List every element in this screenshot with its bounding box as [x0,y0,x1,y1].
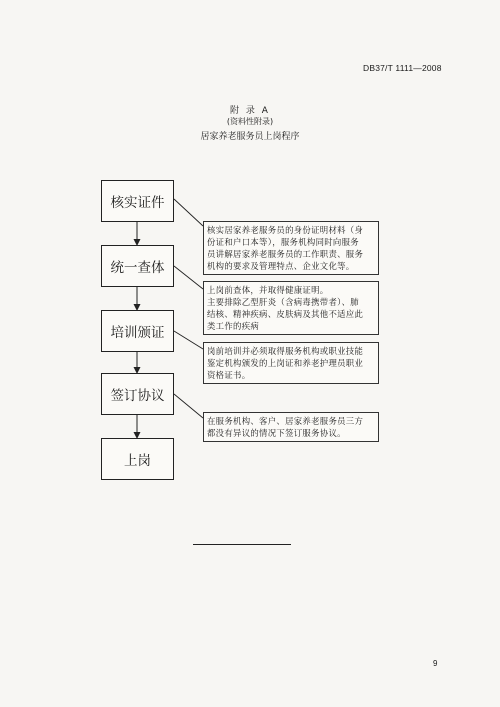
page-number: 9 [433,659,438,668]
note-line: 岗前培训并必须取得服务机构或职业技能 [207,346,364,356]
step-sign-agreement: 签订协议 [101,373,174,415]
note-line: 在服务机构、客户、居家养老服务员三方 [207,416,364,426]
note-connector-1 [174,199,203,226]
appendix-subtitle: (资料性附录) [226,117,274,126]
note-verify-documents [203,221,379,275]
note-line: 核实居家养老服务员的身份证明材料（身 [207,225,364,235]
note-connector-3 [174,331,203,349]
note-line: 机构的要求及管理特点、企业文化等。 [207,261,355,271]
note-line: 鉴定机构颁发的上岗证和养老护理员职业 [207,358,364,368]
note-line: 资格证书。 [207,370,251,380]
note-line: 员讲解居家养老服务员的工作职责、服务 [207,249,364,259]
note-line: 份证和户口本等），服务机构同时向服务 [207,237,359,247]
appendix-title: 附 录 A [230,106,270,116]
note-line: 上岗前查体，并取得健康证明。 [207,285,329,295]
note-line: 类工作的疾病 [207,321,260,331]
step-physical-exam: 统一查体 [101,245,174,287]
step-training-certification: 培训颁证 [101,310,174,352]
document-title: 居家养老服务员上岗程序 [200,132,300,142]
step-start-work: 上岗 [101,438,174,480]
step-verify-documents: 核实证件 [101,180,174,222]
standard-code: DB37/T 1111—2008 [363,63,442,73]
note-connector-4 [174,394,203,418]
note-training-certification [203,342,379,384]
note-line: 主要排除乙型肝炎（含病毒携带者）、肺 [207,297,359,307]
end-rule [193,544,291,545]
note-line: 结核、精神疾病、皮肤病及其他不适应此 [207,309,364,319]
note-sign-agreement [203,412,379,442]
note-line: 都没有异议的情况下签订服务协议。 [207,428,346,438]
note-physical-exam [203,281,379,335]
note-connector-2 [174,266,203,289]
